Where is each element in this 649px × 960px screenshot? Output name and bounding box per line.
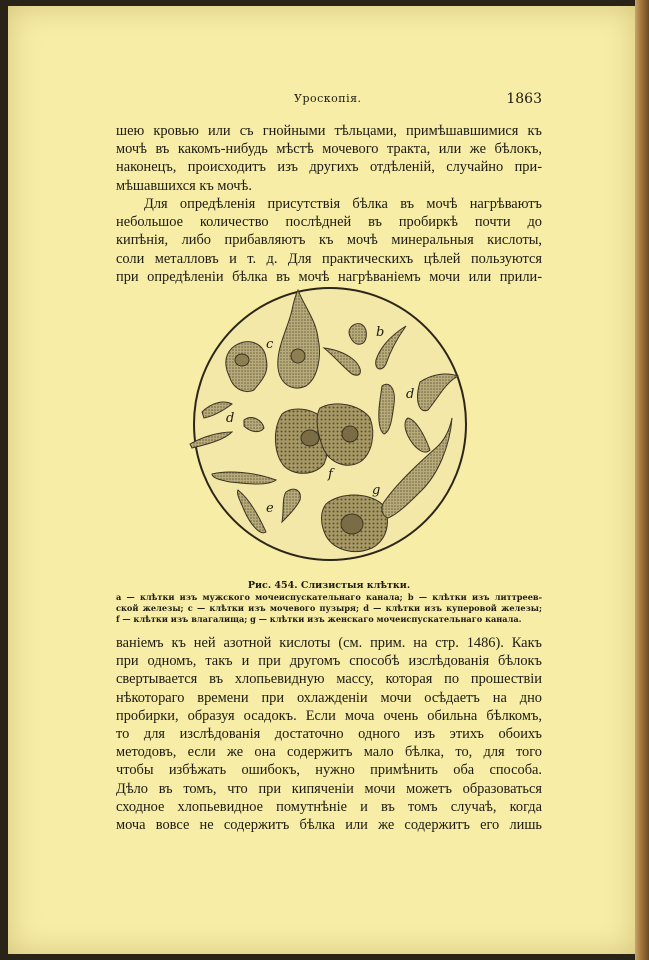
text-line: нѣкотораго времени при охлажденіи мочи осѣдаетъ на дно	[116, 689, 542, 706]
text-line: при одномъ, такъ и при другомъ способѣ изслѣдованія бѣлокъ	[116, 653, 542, 670]
paragraph-2	[116, 195, 542, 286]
figure-caption-title: Рис. 454. Слизистыя клѣтки.	[247, 580, 411, 591]
paragraph-3	[116, 634, 542, 834]
figure-label: e	[266, 501, 274, 516]
text-line: кипѣнія, либо прибавляютъ къ мочѣ минеральныя кислоты,	[116, 232, 542, 249]
text-line: свертывается въ хлопьевидную массу, которая по прошествіи	[116, 671, 542, 688]
text-line: шею кровью или съ гнойными тѣльцами, примѣшавшимися къ	[116, 123, 542, 139]
text-line: Дѣло въ томъ, что при кипяченіи мочи можетъ образоваться	[116, 780, 542, 797]
text-line: пробирки, образуя осадокъ. Если моча очень обильна бѣлкомъ,	[116, 707, 542, 724]
running-title: Уроскопія.	[294, 92, 362, 105]
running-header	[90, 91, 542, 111]
text-line: чтобы избѣжать ошибокъ, нужно примѣнить оба способа.	[116, 762, 542, 779]
text-line: то для изслѣдованія достаточно одного изъ этихъ обоихъ	[116, 726, 542, 743]
text-line: небольшое количество послѣдней въ пробиркѣ почти до	[116, 214, 542, 231]
text-line: соли металловъ и т. д. Для практическихъ цѣлей пользуются	[116, 250, 542, 267]
figure-label: b	[376, 325, 385, 340]
text-line: методовъ, если же она содержитъ мало бѣлка, то, для того	[116, 744, 542, 761]
page-number: 1863	[506, 91, 542, 107]
figure-label: f	[328, 467, 333, 482]
paragraph-1	[116, 122, 542, 195]
text-line: при опредѣленіи бѣлка въ мочѣ нагрѣваніемъ мочи или прили-	[116, 268, 542, 285]
text-line: наконецъ, происходитъ изъ другихъ отдѣленій, случайно при-	[116, 159, 542, 176]
caption-line: ской железы; c — клѣтки изъ мочевого пузыря; d — клѣтки изъ куперовой железы;	[116, 603, 542, 613]
text-line: мочѣ въ какомъ-нибудь мѣстѣ мочевого тракта, или же бѣлокъ,	[116, 141, 542, 158]
figure-label: d	[406, 387, 415, 402]
text-line: Для опредѣленія присутствія бѣлка въ мочѣ нагрѣваютъ	[144, 196, 542, 212]
microscope-figure	[184, 286, 476, 578]
text-line: сходное хлопьевидное помутнѣніе и въ томъ случаѣ, когда	[116, 798, 542, 815]
text-line: мѣшавшихся къ мочѣ.	[116, 177, 252, 194]
figure-caption	[116, 592, 542, 625]
caption-line: a — клѣтки изъ мужского мочеиспускательнаго канала; b — клѣтки изъ литтреев-	[116, 592, 542, 602]
text-line: ваніемъ къ ней азотной кислоты (см. прим. на стр. 1486). Какъ	[116, 635, 542, 651]
figure-label: d	[226, 411, 235, 426]
text-line: моча вовсе не содержитъ бѣлка или же содержитъ его лишь	[116, 817, 542, 834]
figure-label: g	[372, 483, 381, 498]
figure-label: c	[266, 337, 274, 352]
page-edge	[635, 0, 649, 960]
caption-line: f — клѣтки изъ влагалища; g — клѣтки изъ женскаго мочеиспускательнаго канала.	[116, 614, 522, 624]
